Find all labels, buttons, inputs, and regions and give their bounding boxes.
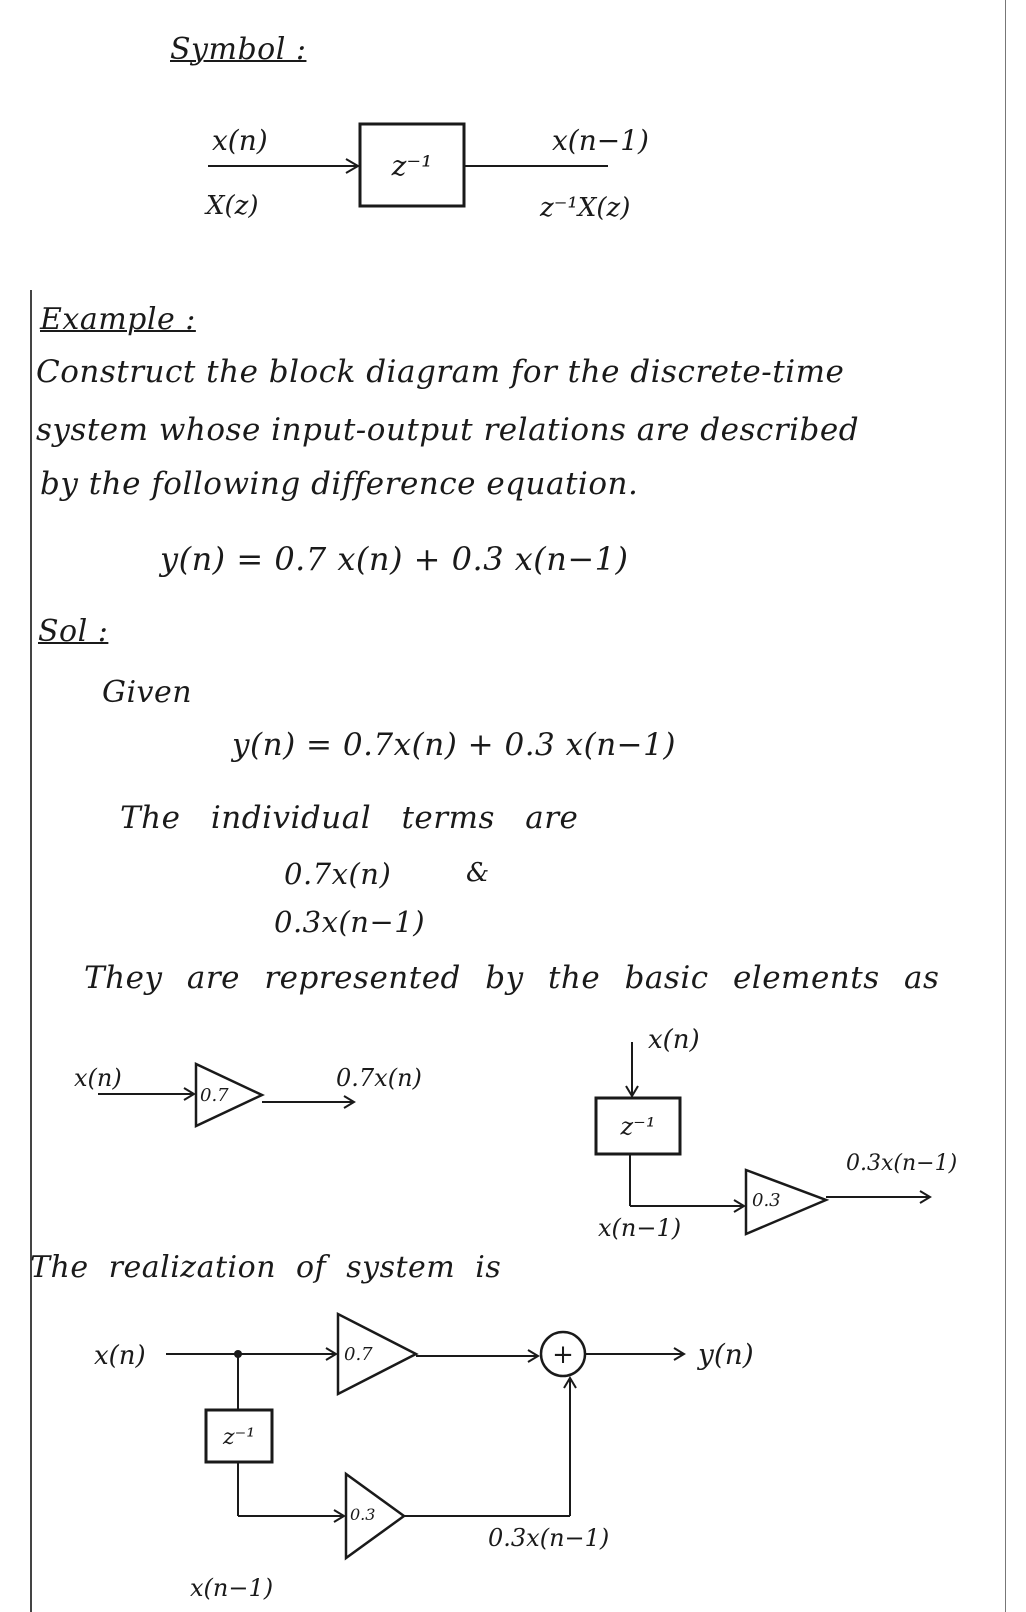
symbol-diagram xyxy=(0,0,1026,300)
example-line-1: Construct the block diagram for the discrete-time xyxy=(36,354,845,390)
represented-line: They are represented by the basic elements as xyxy=(84,960,940,996)
mult-output-label: 0.7x(n) xyxy=(336,1064,422,1092)
ampersand: & xyxy=(466,858,490,888)
term-2: 0.3x(n−1) xyxy=(274,905,426,939)
term-1: 0.7x(n) xyxy=(284,857,392,891)
example-heading: Example : xyxy=(40,302,196,337)
symbol-input-time: x(n) xyxy=(212,124,268,157)
mult-input-label: x(n) xyxy=(74,1064,122,1092)
symbol-output-z: z⁻¹X(z) xyxy=(540,193,631,223)
realization-diagram xyxy=(0,1290,1026,1612)
delay-output-label: x(n−1) xyxy=(598,1214,682,1242)
real-delayed-label: x(n−1) xyxy=(190,1574,274,1602)
example-line-3: by the following difference equation. xyxy=(40,466,639,502)
mult-gain-label: 0.7 xyxy=(200,1085,229,1106)
mult2-gain-label: 0.3 xyxy=(752,1190,781,1211)
example-equation: y(n) = 0.7 x(n) + 0.3 x(n−1) xyxy=(160,540,629,578)
basic-elements-diagram xyxy=(0,1000,1026,1250)
symbol-output-time: x(n−1) xyxy=(552,124,649,157)
sol-heading: Sol : xyxy=(38,614,109,649)
realization-line: The realization of system is xyxy=(30,1250,502,1285)
mult2-output-label: 0.3x(n−1) xyxy=(846,1151,958,1176)
symbol-input-z: X(z) xyxy=(206,191,259,221)
terms-intro: The individual terms are xyxy=(120,800,579,836)
given-label: Given xyxy=(102,675,193,710)
symbol-block-label: z⁻¹ xyxy=(391,149,433,183)
given-equation: y(n) = 0.7x(n) + 0.3 x(n−1) xyxy=(232,727,676,763)
symbol-heading: Symbol : xyxy=(170,32,307,67)
real-delay-label: z⁻¹ xyxy=(222,1425,256,1450)
delay-block-label: z⁻¹ xyxy=(620,1112,656,1141)
real-output-label: y(n) xyxy=(698,1338,754,1371)
real-bottom-label: 0.3x(n−1) xyxy=(488,1524,610,1552)
real-adder-sign: + xyxy=(552,1340,574,1370)
real-input-label: x(n) xyxy=(94,1341,146,1371)
delay-input-label: x(n) xyxy=(648,1025,700,1055)
real-gain-bottom-label: 0.3 xyxy=(350,1505,376,1524)
example-line-2: system whose input-output relations are described xyxy=(36,412,860,448)
real-gain-top-label: 0.7 xyxy=(344,1344,373,1365)
